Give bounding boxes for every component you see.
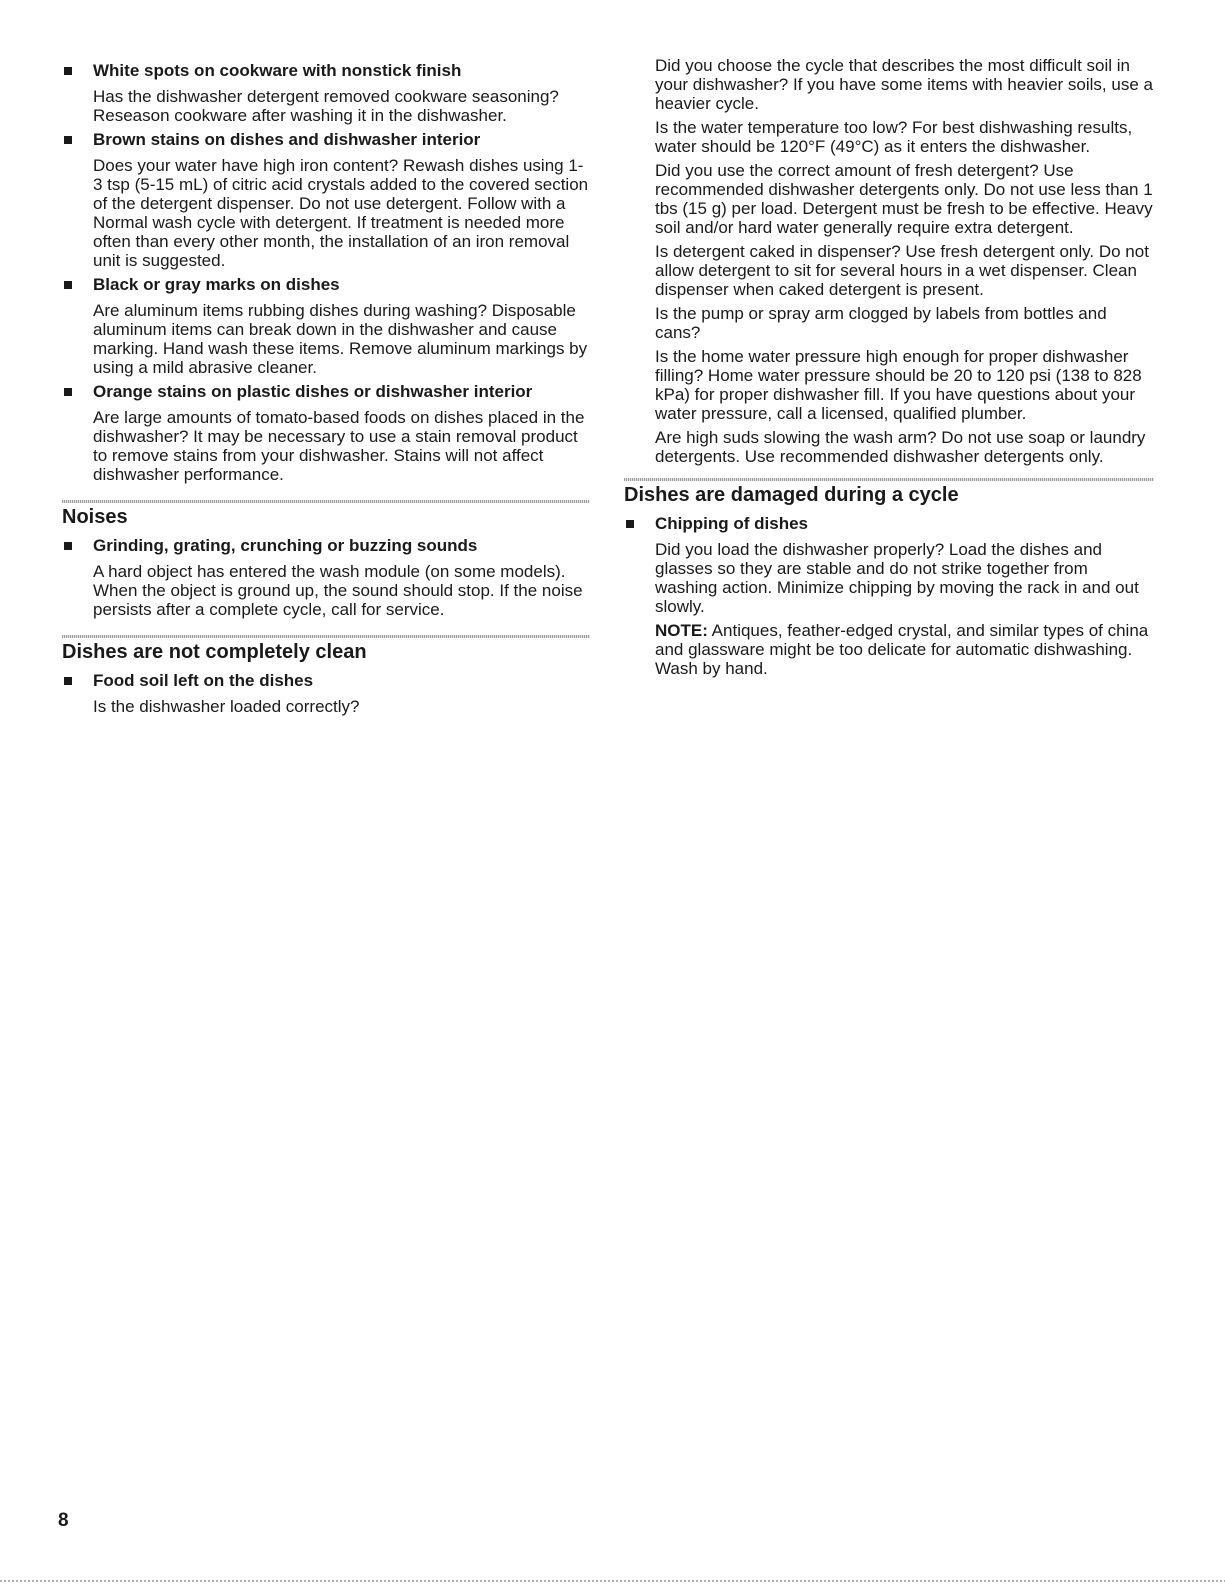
bullet-square-icon — [64, 677, 72, 685]
paragraph-high-suds: Are high suds slowing the wash arm? Do not use soap or laundry detergents. Use recommended dishwasher detergents only. — [655, 428, 1146, 466]
note-text: Antiques, feather-edged crystal, and similar types of china and glassware might be too delicate for automatic dishwashing. Wash by hand. — [655, 621, 1149, 678]
issue-orange-stains — [62, 381, 590, 484]
section-title-not-clean: Dishes are not completely clean — [62, 641, 367, 663]
issue-text: A hard object has entered the wash module (on some models). When the object is ground up, the sound should stop. If the noise persists after a complete cycle, call for service. — [93, 562, 583, 619]
paragraph-caked-detergent: Is detergent caked in dispenser? Use fresh detergent only. Do not allow detergent to sit for several hours in a wet dispenser. Clean dispenser when caked detergent is present. — [655, 242, 1149, 299]
paragraph-water-temperature: Is the water temperature too low? For best dishwashing results, water should be 120°F (49°C) as it enters the dishwasher. — [655, 118, 1133, 156]
bullet-square-icon — [626, 520, 634, 528]
issue-heading: Brown stains on dishes and dishwasher interior — [93, 130, 481, 149]
issue-heading: Black or gray marks on dishes — [93, 275, 340, 294]
section-divider — [62, 500, 590, 503]
note-paragraph — [624, 621, 1154, 678]
issue-text: Did you load the dishwasher properly? Load the dishes and glasses so they are stable and do not strike together from washing action. Minimize chipping by moving the rack in and out slowly. — [655, 540, 1139, 616]
issue-text: Are aluminum items rubbing dishes during washing? Disposable aluminum items can break down in the dishwasher and cause marking. Hand wash these items. Remove aluminum markings by using a mild abrasive cleaner. — [93, 301, 588, 377]
issue-brown-stains — [62, 129, 590, 270]
paragraph-water-pressure: Is the home water pressure high enough for proper dishwasher filling? Home water pressure should be 20 to 120 psi (138 to 828 kPa) for proper dishwasher fill. If you have questions about your water pressure, call a licensed, qualified plumber. — [655, 347, 1142, 423]
issue-black-gray-marks — [62, 274, 590, 377]
paragraph-cycle: Did you choose the cycle that describes the most difficult soil in your dishwasher? If you have some items with heavier soils, use a heavier cycle. — [655, 56, 1153, 113]
issue-text: Does your water have high iron content? Rewash dishes using 1-3 tsp (5-15 mL) of citric acid crystals added to the covered section of the detergent dispenser. Do not use detergent. Follow with a Normal wash cycle with detergent. If treatment is needed more often than every other month, the installation of an iron removal unit is suggested. — [93, 156, 589, 270]
section-divider — [624, 478, 1154, 481]
section-title-damaged: Dishes are damaged during a cycle — [624, 484, 959, 506]
issue-heading: Food soil left on the dishes — [93, 671, 314, 690]
page-number: 8 — [58, 1510, 69, 1531]
issue-heading: Orange stains on plastic dishes or dishwasher interior — [93, 382, 533, 401]
note-label: NOTE: — [655, 621, 708, 640]
bullet-square-icon — [64, 67, 72, 75]
issue-food-soil — [62, 670, 590, 716]
issue-text: Is the dishwasher loaded correctly? — [93, 697, 360, 716]
issue-heading: Grinding, grating, crunching or buzzing sounds — [93, 536, 478, 555]
issue-chipping — [624, 513, 1154, 678]
bullet-square-icon — [64, 281, 72, 289]
paragraph-detergent-amount: Did you use the correct amount of fresh detergent? Use recommended dishwasher detergents only. Do not use less than 1 tbs (15 g) per load. Detergent must be fresh to be effective. Heavy soil and/or hard water generally require extra detergent. — [655, 161, 1153, 237]
left-column — [62, 56, 590, 720]
issue-heading: Chipping of dishes — [655, 514, 808, 533]
issue-grinding-sounds — [62, 535, 590, 619]
bottom-divider — [0, 1580, 1225, 1582]
section-title-noises: Noises — [62, 506, 128, 528]
section-divider — [62, 635, 590, 638]
bullet-square-icon — [64, 542, 72, 550]
bullet-square-icon — [64, 136, 72, 144]
issue-heading: White spots on cookware with nonstick finish — [93, 61, 462, 80]
issue-text: Are large amounts of tomato-based foods on dishes placed in the dishwasher? It may be necessary to use a stain removal product to remove stains from your dishwasher. Stains will not affect dishwasher performance. — [93, 408, 585, 484]
paragraph-pump-clogged: Is the pump or spray arm clogged by labels from bottles and cans? — [655, 304, 1107, 342]
issue-white-spots — [62, 60, 590, 125]
right-column — [624, 56, 1154, 682]
issue-text: Has the dishwasher detergent removed cookware seasoning? Reseason cookware after washing it in the dishwasher. — [93, 87, 559, 125]
bullet-square-icon — [64, 388, 72, 396]
